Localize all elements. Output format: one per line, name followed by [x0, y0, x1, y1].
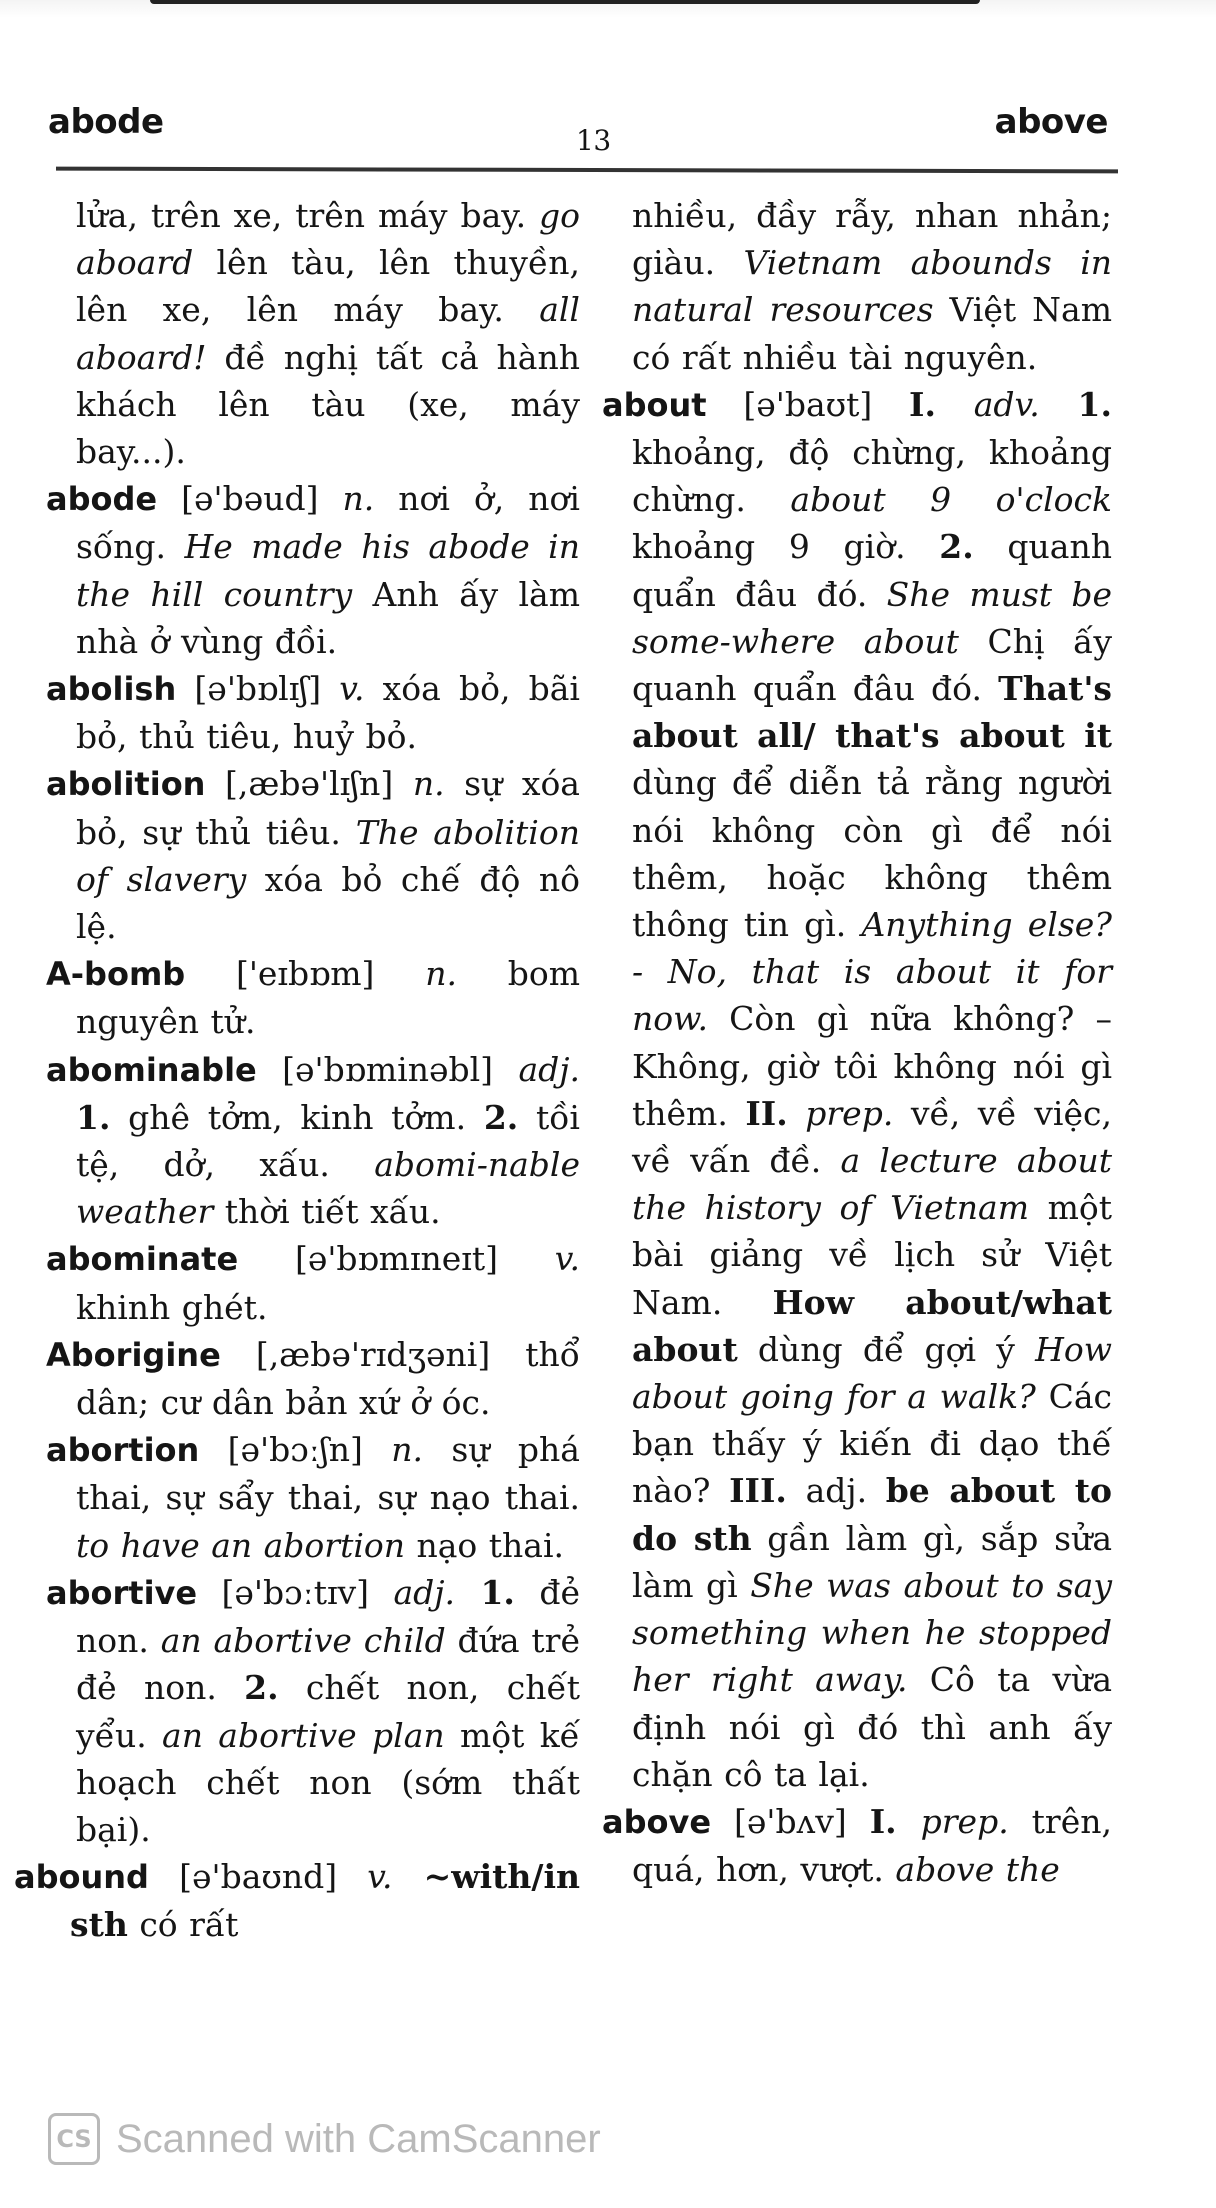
dictionary-entry	[14, 760, 580, 950]
definition: có rất	[127, 1905, 239, 1945]
headword: above	[602, 1802, 712, 1841]
scan-edge-shadow	[150, 0, 980, 4]
dictionary-entry	[14, 1235, 580, 1330]
phrase: I.	[909, 384, 974, 424]
example: Anything else? - No, that is about it for now.	[632, 905, 1112, 1039]
definition: một bài giảng về lịch sử Việt Nam.	[632, 1188, 1112, 1322]
definition: Việt Nam có rất nhiều tài nguyên.	[632, 290, 1112, 377]
pronunciation: [,æbə'rɪdʒəni]	[220, 1334, 526, 1374]
part-of-speech: v.	[339, 669, 365, 709]
definition: thời tiết xấu.	[213, 1192, 441, 1232]
definition: về, về việc, về vấn đề.	[632, 1093, 1112, 1181]
example: He made his abode in the hill country	[76, 527, 580, 614]
definition: xóa bỏ chế độ nô lệ.	[76, 859, 580, 947]
definition: Chị ấy quanh quẩn đâu đó.	[632, 621, 1113, 709]
part-of-speech: prep.	[920, 1801, 1009, 1841]
headword: about	[602, 385, 707, 424]
headword: abortive	[46, 1573, 198, 1612]
example: She must be some-where about	[632, 574, 1113, 661]
part-of-speech: adv.	[973, 384, 1040, 424]
pronunciation: [ə'baʊnd]	[148, 1857, 368, 1897]
camscanner-logo-icon: CS	[48, 2113, 100, 2165]
example: go aboard	[76, 196, 580, 283]
dictionary-entry	[14, 1569, 580, 1853]
pronunciation: ['eɪbɒm]	[185, 954, 426, 994]
dictionary-entry	[14, 665, 580, 760]
part-of-speech: adj.	[393, 1572, 456, 1612]
definition: gần làm gì, sắp sửa làm gì	[632, 1518, 1112, 1605]
header-rule	[56, 167, 1118, 174]
pronunciation: [ə'bəud]	[157, 479, 343, 519]
definition: khoảng 9 giờ.	[632, 527, 940, 567]
definition: một kế hoạch chết non (sớm thất bại).	[76, 1715, 580, 1849]
part-of-speech: n.	[391, 1430, 424, 1470]
definition: lên tàu, lên thuyền, lên xe, lên máy bay.	[76, 243, 580, 330]
pronunciation: [,æbə'lɪʃn]	[205, 764, 413, 804]
part-of-speech: n.	[412, 764, 445, 804]
pronunciation: [ə'bɒlɪʃ]	[176, 669, 340, 709]
dictionary-entry	[14, 475, 580, 665]
left-column	[14, 192, 580, 1949]
example: abomi-nable weather	[76, 1145, 580, 1232]
pronunciation: [ə'bɒmɪneɪt]	[238, 1239, 555, 1279]
headword: abound	[14, 1858, 149, 1897]
phrase: 2.	[244, 1668, 279, 1708]
example: an abortive child	[160, 1621, 446, 1661]
example: all aboard!	[76, 290, 580, 377]
page-number: 13	[576, 124, 611, 157]
definition: quanh quẩn đâu đó.	[632, 527, 1112, 614]
dictionary-entry	[592, 1798, 1112, 1893]
example: a lecture about the history of Vietnam	[632, 1141, 1112, 1228]
definition: Các bạn thấy ý kiến đi dạo thế nào?	[632, 1377, 1112, 1511]
definition: tồi tệ, dở, xấu.	[76, 1097, 580, 1185]
dictionary-entry	[14, 1331, 580, 1426]
dictionary-entry	[14, 1853, 580, 1948]
guide-word-left: abode	[48, 102, 164, 142]
definition: Anh ấy làm nhà ở vùng đồi.	[76, 574, 580, 661]
definition: ghê tởm, kinh tởm.	[110, 1097, 484, 1137]
headword: abominable	[46, 1050, 257, 1089]
definition: chết non, chết yểu.	[76, 1668, 581, 1755]
pronunciation: [ə'bɔːʃn]	[199, 1430, 392, 1470]
definition: sự xóa bỏ, sự thủ tiêu.	[76, 764, 580, 852]
phrase: 1.	[455, 1572, 515, 1612]
example: Vietnam abounds in natural resources	[632, 243, 1112, 330]
phrase: I.	[869, 1801, 921, 1841]
dictionary-entry	[14, 192, 580, 475]
example: about 9 o'clock	[790, 480, 1112, 520]
definition: Cô ta vừa định nói gì đó thì anh ấy chặn cô ta lại.	[632, 1660, 1113, 1794]
definition: khinh ghét.	[76, 1287, 268, 1327]
dictionary-entry	[592, 192, 1112, 381]
phrase: 2.	[939, 527, 974, 567]
definition: xóa bỏ, bãi bỏ, thủ tiêu, huỷ bỏ.	[76, 669, 580, 757]
headword: abominate	[46, 1240, 239, 1279]
camscanner-watermark	[48, 2110, 601, 2168]
phrase: be about to do sth	[632, 1471, 1112, 1558]
definition: đẻ non.	[76, 1572, 580, 1661]
right-column	[592, 192, 1112, 1893]
top-edge	[0, 0, 1216, 18]
headword: abortion	[46, 1431, 200, 1470]
definition: sự phá thai, sự sẩy thai, sự nạo thai.	[76, 1430, 580, 1518]
phrase: II.	[745, 1093, 788, 1133]
definition: đứa trẻ đẻ non.	[76, 1621, 580, 1708]
example: prep.	[787, 1093, 894, 1133]
definition: adj.	[786, 1471, 886, 1511]
phrase: 2.	[483, 1097, 519, 1137]
definition: khoảng, độ chừng, khoảng chừng.	[632, 433, 1112, 520]
part-of-speech: adj.	[518, 1049, 580, 1089]
example: The abolition of slavery	[76, 812, 580, 899]
dictionary-entry	[592, 381, 1112, 1798]
pronunciation: [ə'bɔːtɪv]	[197, 1572, 394, 1612]
example: an abortive plan	[162, 1715, 445, 1755]
dictionary-entry	[14, 1426, 580, 1569]
headword: abode	[46, 480, 158, 519]
definition: bom nguyên tử.	[76, 954, 580, 1042]
guide-word-right: above	[994, 102, 1108, 142]
definition: thổ dân; cư dân bản xứ ở óc.	[76, 1334, 580, 1423]
part-of-speech: n.	[425, 954, 457, 994]
phrase: How about/what about	[632, 1282, 1113, 1369]
definition: nơi ở, nơi sống.	[76, 479, 580, 567]
part-of-speech: v.	[367, 1857, 393, 1897]
phrase: That's about all/ that's about it	[632, 669, 1112, 756]
phrase: 1.	[76, 1097, 111, 1137]
watermark-text: Scanned with CamScanner	[116, 2116, 601, 2161]
example: She was about to say something when he stopped her right away.	[632, 1565, 1112, 1700]
example: How about going for a walk?	[632, 1329, 1112, 1417]
phrase: ~with/in sth	[70, 1857, 580, 1945]
phrase: 1.	[1039, 384, 1112, 424]
pronunciation: [ə'bʌv]	[711, 1801, 870, 1841]
pronunciation: [ə'baʊt]	[706, 384, 910, 424]
definition: dùng để diễn tả rằng người nói không còn gì để nói thêm, hoặc không thêm thông tin gì.	[632, 763, 1112, 945]
phrase: III.	[729, 1471, 787, 1511]
dictionary-entry	[14, 950, 580, 1045]
definition: lửa, trên xe, trên máy bay.	[76, 196, 539, 235]
definition: Còn gì nữa không? – Không, giờ tôi không nói gì thêm.	[632, 999, 1112, 1133]
definition: trên, quá, hơn, vượt.	[632, 1801, 1112, 1890]
headword: abolish	[46, 670, 177, 709]
definition: nhiều, đầy rẫy, nhan nhản; giàu.	[632, 196, 1112, 283]
pronunciation: [ə'bɒminəbl]	[256, 1049, 519, 1089]
headword: A-bomb	[46, 955, 186, 994]
part-of-speech: v.	[554, 1239, 580, 1279]
part-of-speech: n.	[342, 479, 375, 519]
example: above the	[895, 1850, 1060, 1890]
dictionary-entry	[14, 1046, 580, 1236]
definition: nạo thai.	[405, 1525, 565, 1565]
headword: abolition	[46, 765, 206, 804]
definition: dùng để gợi ý	[737, 1329, 1036, 1369]
example: to have an abortion	[76, 1525, 406, 1565]
headword: Aborigine	[46, 1335, 221, 1374]
definition: đề nghị tất cả hành khách lên tàu (xe, máy bay...).	[76, 337, 580, 472]
